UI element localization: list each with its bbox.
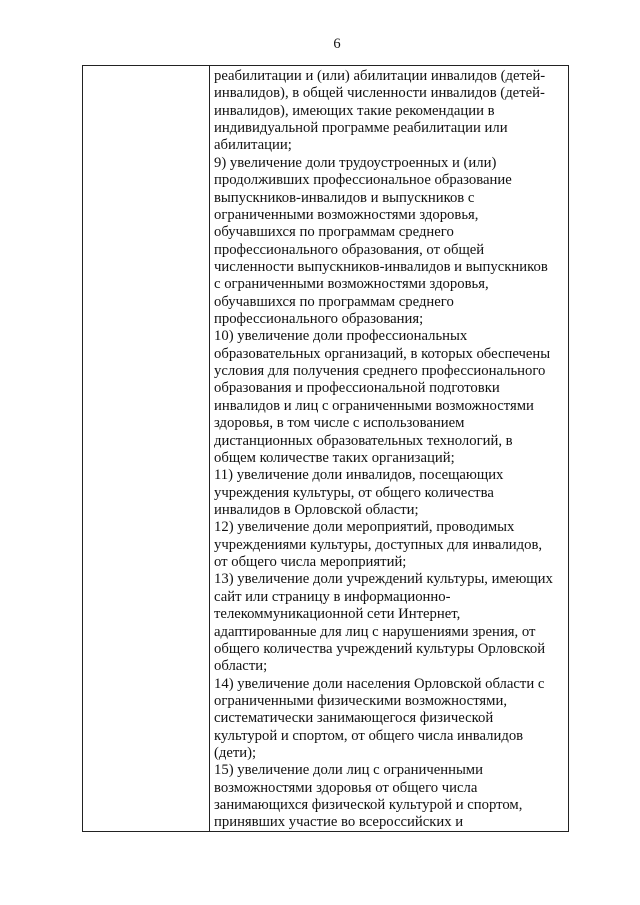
- text-line: учреждения культуры, от общего количества: [214, 484, 494, 501]
- table-cell-right: [210, 66, 568, 831]
- text-line: (дети);: [214, 745, 257, 762]
- document-table: [82, 65, 569, 832]
- text-line: возможностями здоровья от общего числа: [214, 779, 478, 796]
- text-line: профессионального образования, от общей: [214, 241, 485, 258]
- text-line: реабилитации и (или) абилитации инвалидов (детей-: [214, 68, 546, 84]
- text-line: 9) увеличение доли трудоустроенных и (или): [214, 154, 497, 171]
- text-line: 15) увеличение доли лиц с ограниченными: [214, 762, 483, 779]
- text-line: с ограниченными возможностями здоровья,: [214, 276, 489, 293]
- text-line: профессионального образования;: [214, 311, 424, 328]
- page-number: 6: [333, 36, 341, 52]
- text-line: инвалидов в Орловской области;: [214, 501, 419, 518]
- text-line: инвалидов), имеющих такие рекомендации в: [214, 102, 495, 119]
- text-line: инвалидов и лиц с ограниченными возможностями: [214, 397, 534, 414]
- text-line: культурой и спортом, от общего числа инвалидов: [214, 727, 524, 744]
- text-line: образовательных организаций, в которых обеспечены: [214, 345, 551, 362]
- text-line: систематически занимающегося физической: [214, 710, 494, 727]
- text-line: ограниченными физическими возможностями,: [214, 692, 508, 709]
- text-line: общем количестве таких организаций;: [214, 449, 455, 466]
- text-line: принявших участие во всероссийских и: [214, 814, 464, 831]
- text-line: адаптированные для лиц с нарушениями зрения, от: [214, 623, 536, 640]
- text-line: инвалидов), в общей численности инвалидов (детей-: [214, 85, 545, 102]
- text-line: дистанционных образовательных технологий, в: [214, 432, 513, 449]
- text-line: численности выпускников-инвалидов и выпускников: [214, 258, 548, 275]
- text-line: обучавшихся по программам среднего: [214, 224, 454, 241]
- text-line: здоровья, в том числе с использованием: [214, 415, 465, 432]
- text-line: выпускников-инвалидов и выпускников с: [214, 189, 475, 206]
- text-line: 14) увеличение доли населения Орловской области с: [214, 675, 545, 692]
- text-line: занимающихся физической культурой и спортом,: [214, 797, 523, 814]
- text-line: 12) увеличение доли мероприятий, проводимых: [214, 519, 515, 536]
- text-line: сайт или страницу в информационно-: [214, 588, 451, 605]
- text-line: продолживших профессиональное образование: [214, 172, 512, 189]
- text-line: учреждениями культуры, доступных для инвалидов,: [214, 536, 543, 553]
- text-line: телекоммуникационной сети Интернет,: [214, 606, 461, 623]
- text-line: обучавшихся по программам среднего: [214, 293, 454, 310]
- text-line: образования и профессиональной подготовки: [214, 380, 500, 397]
- text-line: ограниченными возможностями здоровья,: [214, 206, 479, 223]
- text-line: от общего числа мероприятий;: [214, 554, 407, 571]
- text-line: 11) увеличение доли инвалидов, посещающих: [214, 467, 504, 484]
- text-line: абилитации;: [214, 137, 292, 154]
- table-cell-left: [83, 66, 210, 831]
- text-line: области;: [214, 658, 268, 675]
- text-line: общего количества учреждений культуры Орловской: [214, 640, 546, 657]
- text-line: 10) увеличение доли профессиональных: [214, 328, 468, 345]
- text-line: условия для получения среднего профессионального: [214, 363, 546, 380]
- text-line: индивидуальной программе реабилитации или: [214, 120, 508, 137]
- text-line: 13) увеличение доли учреждений культуры, имеющих: [214, 571, 553, 588]
